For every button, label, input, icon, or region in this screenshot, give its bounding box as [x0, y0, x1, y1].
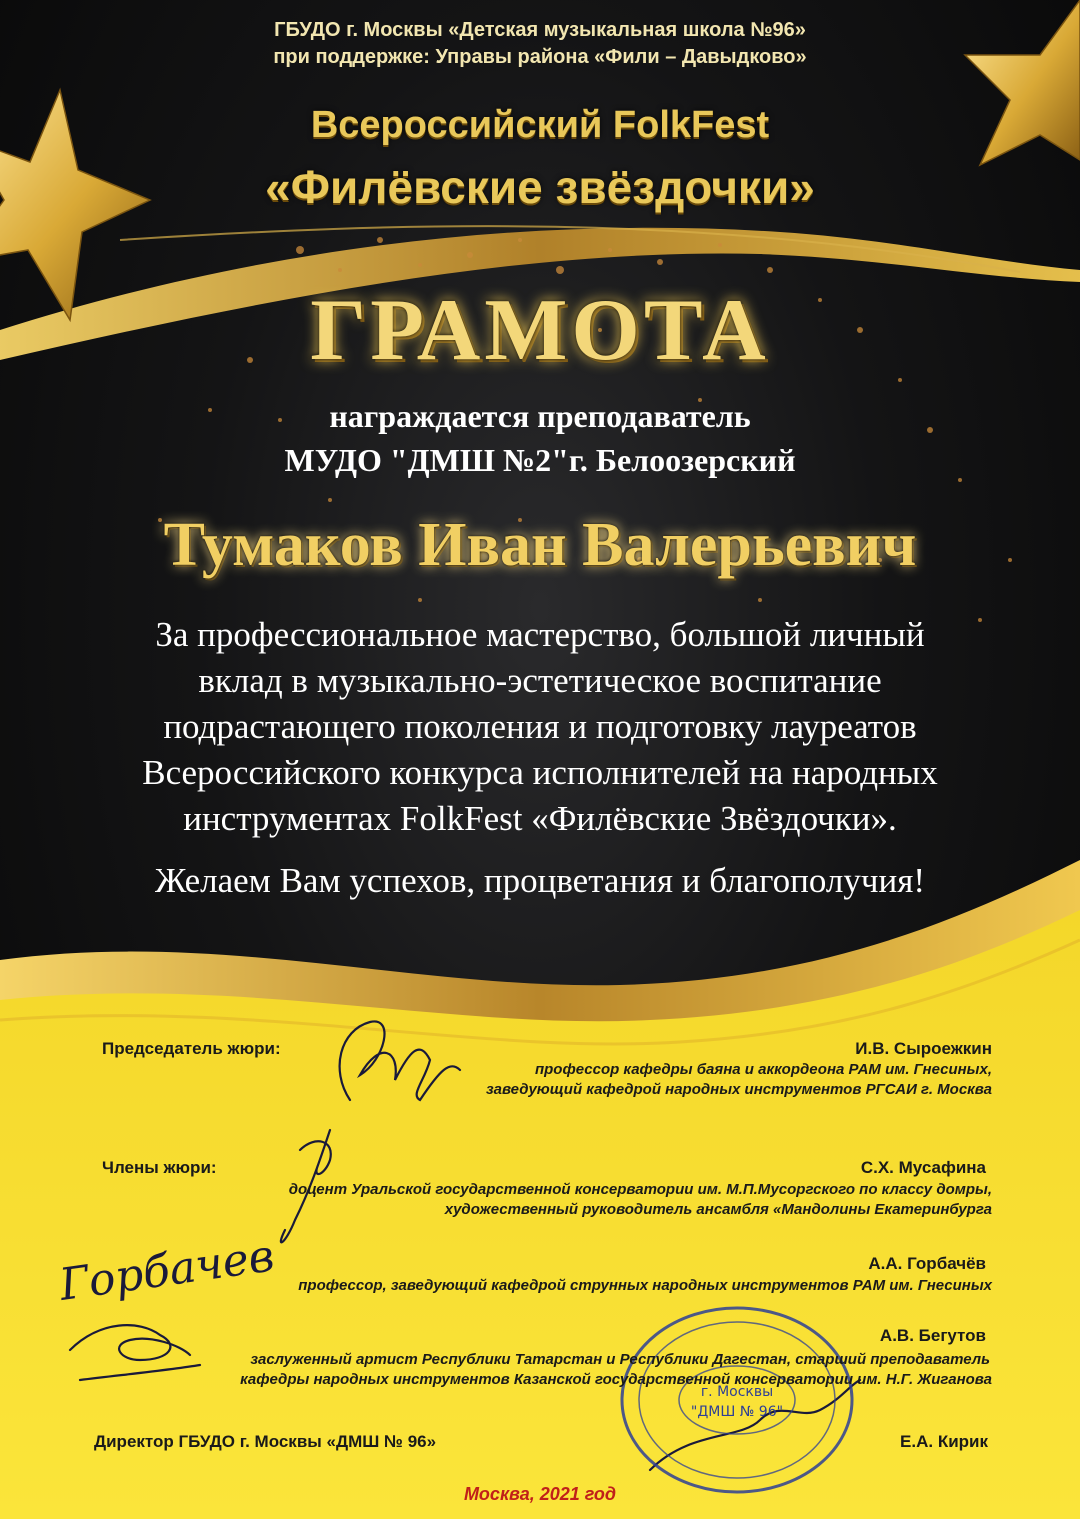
signature-chair [340, 1021, 460, 1100]
director-name: Е.А. Кирик [900, 1432, 988, 1451]
jury-member-desc: заслуженный артист Республики Татарстан и Республики Дагестан, старший преподаватель [250, 1351, 990, 1368]
official-stamp [612, 1300, 862, 1500]
jury-chair-desc-1: профессор кафедры баяна и аккордеона РАМ им. Гнесиных, [534, 1061, 992, 1078]
jury-members-label: Члены жюри: [102, 1158, 217, 1177]
signature-member-2: Горбачев [56, 1230, 278, 1311]
wish-line: Желаем Вам успехов, процветания и благополучия! [155, 861, 925, 900]
jury-member-name: А.В. Бегутов [879, 1326, 986, 1345]
festival-subtitle: Всероссийский FolkFest [310, 104, 770, 146]
stamp-text-1: г. Москвы [700, 1384, 774, 1400]
reason-line: Всероссийского конкурса исполнителей на народных [142, 753, 938, 792]
signature-member-3 [70, 1325, 200, 1380]
stamp-text-2: "ДМШ № 96" [690, 1404, 784, 1420]
jury-member-name: А.А. Горбачёв [868, 1254, 986, 1273]
awardee-name: Тумаков Иван Валерьевич [163, 511, 917, 579]
jury-chair-label: Председатель жюри: [102, 1039, 281, 1058]
jury-member-desc: профессор, заведующий кафедрой струнных народных инструментов РАМ им. Гнесиных [298, 1277, 992, 1294]
jury-member-desc: художественный руководитель ансамбля «Мандолины Екатеринбурга [444, 1201, 992, 1218]
reason-line: инструментах FolkFest «Филёвские Звёздочки». [183, 799, 897, 838]
institution-line: МУДО "ДМШ №2"г. Белоозерский [284, 442, 796, 478]
director-label: Директор ГБУДО г. Москвы «ДМШ № 96» [94, 1432, 437, 1451]
festival-title: «Филёвские звёздочки» [265, 161, 815, 213]
awarded-to-line: награждается преподаватель [329, 398, 751, 434]
jury-chair-desc-2: заведующий кафедрой народных инструментов РГСАИ г. Москва [485, 1081, 992, 1098]
organizer-line-2: при поддержке: Управы района «Фили – Давыдково» [273, 46, 807, 68]
city-year: Москва, 2021 год [463, 1484, 617, 1504]
certificate-heading: ГРАМОТА [310, 282, 770, 379]
jury-member-desc: кафедры народных инструментов Казанской государственной консерватории им. Н.Г. Жиганова [240, 1371, 992, 1388]
reason-line: вклад в музыкально-эстетическое воспитание [198, 661, 882, 700]
reason-line: За профессиональное мастерство, большой личный [155, 615, 925, 654]
reason-line: подрастающего поколения и подготовку лауреатов [163, 707, 917, 746]
jury-member-name: С.Х. Мусафина [860, 1158, 986, 1177]
organizer-line-1: ГБУДО г. Москвы «Детская музыкальная школа №96» [274, 19, 806, 41]
jury-chair-name: И.В. Сыроежкин [855, 1039, 992, 1058]
jury-member-desc: доцент Уральской государственной консерватории им. М.П.Мусоргского по классу домры, [288, 1181, 992, 1198]
